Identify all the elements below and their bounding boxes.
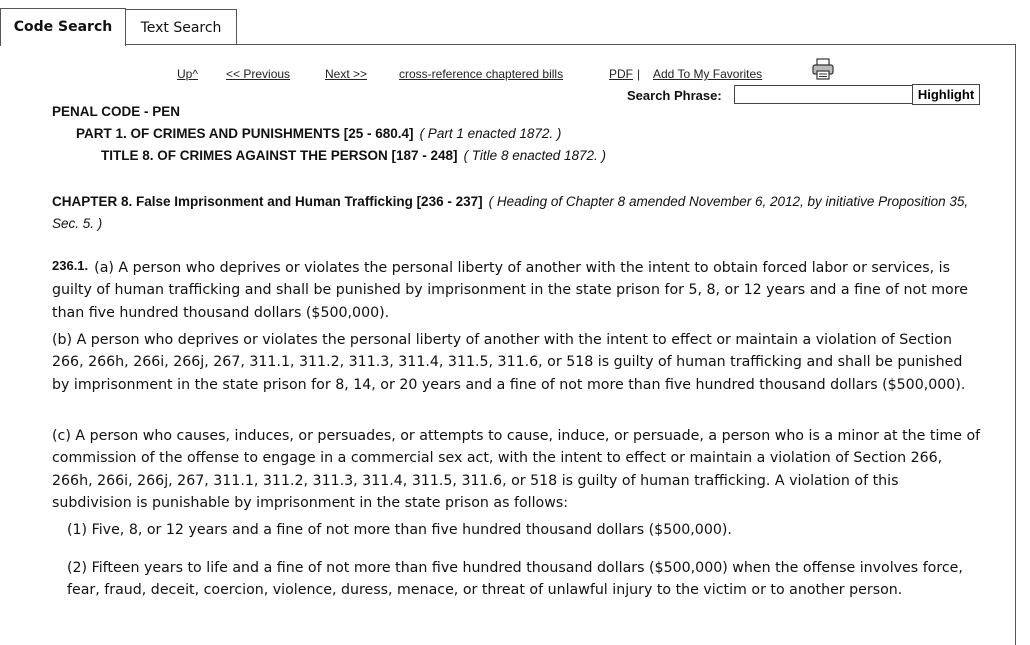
subdivision-c1: (1) Five, 8, or 12 years and a fine of not more than five hundred thousand dollars ($500,000).	[67, 522, 732, 538]
title-note: ( Title 8 enacted 1872. )	[463, 148, 607, 163]
nav-previous-link[interactable]: << Previous	[226, 67, 291, 81]
nav-next-link[interactable]: Next >>	[325, 67, 368, 81]
section-number: 236.1.	[52, 258, 89, 273]
chapter-heading	[52, 191, 977, 235]
code-heading: PENAL CODE - PEN	[52, 104, 181, 119]
subdivision-b: (b) A person who deprives or violates the personal liberty of another with the intent to effect or maintain a violation of Section 266, 266h, 266i, 266j, 267, 311.1, 311.2, 311.3, 311.4, 311.5, 311.6, or 518 is guilty of human trafficking and shall be punished by imprisonment in the state prison for 8, 14, or 20 years and a fine of not more than five hundred thousand dollars ($500,000).	[52, 332, 966, 393]
tab-text-search[interactable]: Text Search	[125, 9, 237, 45]
part-note: ( Part 1 enacted 1872. )	[419, 126, 562, 141]
subdivision-c: (c) A person who causes, induces, or persuades, or attempts to cause, induce, or persuade, a person who is a minor at the time of commission of the offense to engage in a commercial sex act, with the intent to effect or maintain a violation of Section 266, 266h, 266i, 266j, 267, 311.1, 311.2, 311.3, 311.4, 311.5, 311.6, or 518 is guilty of human trafficking. A violation of this subdivision is punishable by imprisonment in the state prison as follows:	[52, 428, 981, 511]
part-heading	[76, 126, 561, 141]
printer-icon[interactable]	[812, 58, 834, 80]
cross-reference-link[interactable]: cross-reference chaptered bills	[399, 67, 564, 81]
chapter-note: ( Heading of Chapter 8 amended November 6, 2012, by initiative Proposition 35, Sec. 5. )	[52, 194, 969, 231]
subdivision-c2: (2) Fifteen years to life and a fine of not more than five hundred thousand dollars ($500,000) when the offense involves force, fear, fraud, deceit, coercion, violence, duress, menace, or threat of unlawful injury to the victim or to another person.	[67, 560, 963, 599]
part-title: PART 1. OF CRIMES AND PUNISHMENTS [25 - 680.4]	[76, 126, 414, 141]
search-phrase-input[interactable]	[734, 85, 914, 104]
subdivision-a-text: (a) A person who deprives or violates the personal liberty of another with the intent to obtain forced labor or services, is guilty of human trafficking and shall be punished by imprisonment in the state prison for 5, 8, or 12 years and a fine of not more than five hundred thousand dollars ($500,000).	[52, 260, 968, 321]
tab-code-search[interactable]: Code Search	[0, 8, 126, 46]
subdivision-a	[52, 255, 982, 324]
nav-up-link[interactable]: Up^	[177, 67, 198, 81]
search-phrase-label: Search Phrase:	[627, 88, 722, 103]
nav-separator: |	[637, 67, 641, 81]
chapter-title: CHAPTER 8. False Imprisonment and Human Trafficking [236 - 237]	[52, 194, 483, 209]
add-favorites-link[interactable]: Add To My Favorites	[653, 67, 763, 81]
pdf-link[interactable]: PDF	[609, 67, 633, 81]
title-heading	[101, 148, 606, 163]
highlight-button[interactable]: Highlight	[912, 84, 980, 105]
title-title: TITLE 8. OF CRIMES AGAINST THE PERSON [187 - 248]	[101, 148, 458, 163]
